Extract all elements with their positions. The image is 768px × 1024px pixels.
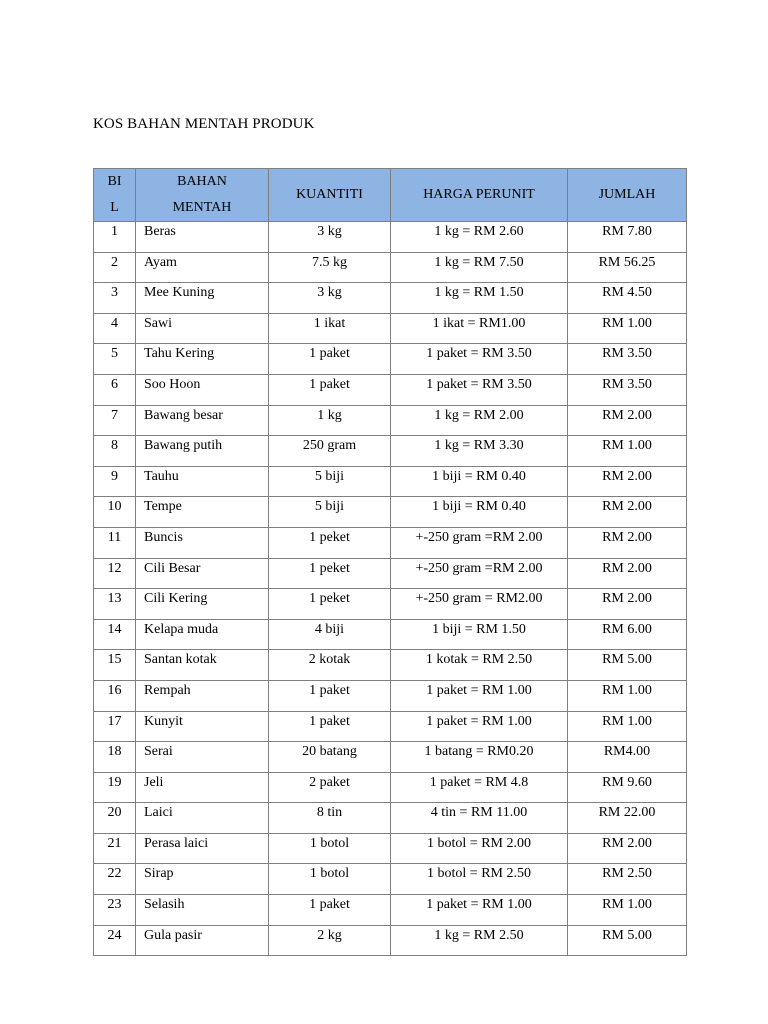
- cell-bahan-mentah: Jeli: [136, 772, 269, 803]
- cell-jumlah: RM 7.80: [568, 222, 687, 253]
- cell-kuantiti: 1 peket: [269, 558, 391, 589]
- cell-harga-perunit: 1 kg = RM 2.50: [391, 925, 568, 956]
- cell-harga-perunit: 1 paket = RM 3.50: [391, 344, 568, 375]
- header-harga-perunit: HARGA PERUNIT: [391, 169, 568, 222]
- table-row: [94, 833, 687, 864]
- cell-harga-perunit: +-250 gram =RM 2.00: [391, 527, 568, 558]
- table-row: [94, 405, 687, 436]
- cell-jumlah: RM 3.50: [568, 374, 687, 405]
- cell-kuantiti: 1 botol: [269, 864, 391, 895]
- cell-harga-perunit: 1 ikat = RM1.00: [391, 313, 568, 344]
- cell-jumlah: RM 2.00: [568, 466, 687, 497]
- header-bil-line2: L: [110, 200, 119, 215]
- table-row: [94, 742, 687, 773]
- cell-jumlah: RM 5.00: [568, 650, 687, 681]
- cell-bahan-mentah: Tempe: [136, 497, 269, 528]
- table-row: [94, 711, 687, 742]
- cell-bil: 22: [94, 864, 136, 895]
- cell-jumlah: RM 1.00: [568, 711, 687, 742]
- cell-harga-perunit: 1 biji = RM 1.50: [391, 619, 568, 650]
- cell-harga-perunit: 1 paket = RM 3.50: [391, 374, 568, 405]
- cell-harga-perunit: 1 kg = RM 3.30: [391, 436, 568, 467]
- cell-bil: 2: [94, 252, 136, 283]
- cell-bahan-mentah: Serai: [136, 742, 269, 773]
- cell-kuantiti: 4 biji: [269, 619, 391, 650]
- table-row: [94, 680, 687, 711]
- cell-bahan-mentah: Bawang putih: [136, 436, 269, 467]
- cell-bahan-mentah: Soo Hoon: [136, 374, 269, 405]
- cell-jumlah: RM 2.00: [568, 497, 687, 528]
- table-row: [94, 497, 687, 528]
- cell-bahan-mentah: Sirap: [136, 864, 269, 895]
- cell-jumlah: RM 1.00: [568, 680, 687, 711]
- table-row: [94, 222, 687, 253]
- table-row: [94, 436, 687, 467]
- cell-kuantiti: 2 kotak: [269, 650, 391, 681]
- cell-bil: 20: [94, 803, 136, 834]
- cell-bil: 24: [94, 925, 136, 956]
- cell-jumlah: RM 22.00: [568, 803, 687, 834]
- cell-kuantiti: 2 paket: [269, 772, 391, 803]
- cell-bahan-mentah: Beras: [136, 222, 269, 253]
- cell-jumlah: RM 4.50: [568, 283, 687, 314]
- cell-harga-perunit: 1 paket = RM 1.00: [391, 895, 568, 926]
- cell-kuantiti: 1 peket: [269, 589, 391, 620]
- cell-bil: 15: [94, 650, 136, 681]
- cell-bahan-mentah: Perasa laici: [136, 833, 269, 864]
- header-bil-line1: BI: [107, 174, 122, 189]
- cell-bahan-mentah: Ayam: [136, 252, 269, 283]
- cell-jumlah: RM 56.25: [568, 252, 687, 283]
- cell-bahan-mentah: Kunyit: [136, 711, 269, 742]
- cell-kuantiti: 8 tin: [269, 803, 391, 834]
- cell-bil: 17: [94, 711, 136, 742]
- cell-bil: 12: [94, 558, 136, 589]
- cell-bil: 7: [94, 405, 136, 436]
- cell-bahan-mentah: Tauhu: [136, 466, 269, 497]
- table-row: [94, 344, 687, 375]
- table-row: [94, 374, 687, 405]
- cell-jumlah: RM 2.50: [568, 864, 687, 895]
- cell-bil: 8: [94, 436, 136, 467]
- cell-kuantiti: 1 paket: [269, 711, 391, 742]
- cell-bil: 10: [94, 497, 136, 528]
- cell-bahan-mentah: Mee Kuning: [136, 283, 269, 314]
- cell-bil: 3: [94, 283, 136, 314]
- table-row: [94, 650, 687, 681]
- cell-kuantiti: 1 paket: [269, 895, 391, 926]
- cell-bil: 11: [94, 527, 136, 558]
- cell-harga-perunit: 1 paket = RM 1.00: [391, 680, 568, 711]
- cell-harga-perunit: 1 paket = RM 1.00: [391, 711, 568, 742]
- table-body: [94, 222, 687, 956]
- cell-harga-perunit: 1 kg = RM 2.60: [391, 222, 568, 253]
- cell-bahan-mentah: Laici: [136, 803, 269, 834]
- cell-harga-perunit: 4 tin = RM 11.00: [391, 803, 568, 834]
- table-row: [94, 252, 687, 283]
- cell-kuantiti: 1 ikat: [269, 313, 391, 344]
- cell-bahan-mentah: Gula pasir: [136, 925, 269, 956]
- cell-bahan-mentah: Rempah: [136, 680, 269, 711]
- cell-kuantiti: 2 kg: [269, 925, 391, 956]
- table-row: [94, 558, 687, 589]
- cell-bahan-mentah: Tahu Kering: [136, 344, 269, 375]
- cell-harga-perunit: 1 biji = RM 0.40: [391, 466, 568, 497]
- cell-bil: 1: [94, 222, 136, 253]
- table-row: [94, 589, 687, 620]
- cell-kuantiti: 5 biji: [269, 466, 391, 497]
- cell-bahan-mentah: Selasih: [136, 895, 269, 926]
- cell-jumlah: RM 1.00: [568, 313, 687, 344]
- cell-kuantiti: 250 gram: [269, 436, 391, 467]
- cell-kuantiti: 1 kg: [269, 405, 391, 436]
- cell-harga-perunit: 1 kotak = RM 2.50: [391, 650, 568, 681]
- table-row: [94, 864, 687, 895]
- cell-harga-perunit: 1 kg = RM 1.50: [391, 283, 568, 314]
- cell-jumlah: RM4.00: [568, 742, 687, 773]
- table-row: [94, 803, 687, 834]
- cell-kuantiti: 1 paket: [269, 374, 391, 405]
- cell-jumlah: RM 2.00: [568, 527, 687, 558]
- cell-harga-perunit: 1 kg = RM 2.00: [391, 405, 568, 436]
- cell-kuantiti: 3 kg: [269, 222, 391, 253]
- table-row: [94, 772, 687, 803]
- cell-kuantiti: 20 batang: [269, 742, 391, 773]
- cell-jumlah: RM 2.00: [568, 405, 687, 436]
- cell-kuantiti: 1 paket: [269, 680, 391, 711]
- cell-jumlah: RM 1.00: [568, 436, 687, 467]
- header-kuantiti: KUANTITI: [269, 169, 391, 222]
- cell-harga-perunit: +-250 gram =RM 2.00: [391, 558, 568, 589]
- cell-bahan-mentah: Cili Kering: [136, 589, 269, 620]
- cell-bil: 13: [94, 589, 136, 620]
- table-row: [94, 466, 687, 497]
- cell-harga-perunit: +-250 gram = RM2.00: [391, 589, 568, 620]
- cell-jumlah: RM 2.00: [568, 833, 687, 864]
- cell-bil: 16: [94, 680, 136, 711]
- cell-bil: 19: [94, 772, 136, 803]
- raw-material-cost-table: [93, 168, 687, 956]
- table-row: [94, 527, 687, 558]
- header-bil: [94, 169, 136, 222]
- cell-bahan-mentah: Sawi: [136, 313, 269, 344]
- cell-kuantiti: 7.5 kg: [269, 252, 391, 283]
- cell-jumlah: RM 2.00: [568, 558, 687, 589]
- cell-kuantiti: 1 botol: [269, 833, 391, 864]
- cell-harga-perunit: 1 biji = RM 0.40: [391, 497, 568, 528]
- cell-bahan-mentah: Buncis: [136, 527, 269, 558]
- header-jumlah: JUMLAH: [568, 169, 687, 222]
- cell-harga-perunit: 1 batang = RM0.20: [391, 742, 568, 773]
- cell-kuantiti: 1 paket: [269, 344, 391, 375]
- cell-jumlah: RM 3.50: [568, 344, 687, 375]
- cell-jumlah: RM 9.60: [568, 772, 687, 803]
- table-header: [94, 169, 687, 222]
- cell-bil: 4: [94, 313, 136, 344]
- cell-bil: 14: [94, 619, 136, 650]
- cell-jumlah: RM 5.00: [568, 925, 687, 956]
- header-bahan-line2: MENTAH: [172, 200, 232, 215]
- cell-bil: 23: [94, 895, 136, 926]
- table-row: [94, 313, 687, 344]
- cell-bil: 6: [94, 374, 136, 405]
- table-row: [94, 895, 687, 926]
- cell-harga-perunit: 1 botol = RM 2.00: [391, 833, 568, 864]
- table-row: [94, 283, 687, 314]
- cell-kuantiti: 1 peket: [269, 527, 391, 558]
- header-bahan-line1: BAHAN: [177, 174, 227, 189]
- cell-kuantiti: 3 kg: [269, 283, 391, 314]
- cell-kuantiti: 5 biji: [269, 497, 391, 528]
- cell-bil: 21: [94, 833, 136, 864]
- cell-harga-perunit: 1 botol = RM 2.50: [391, 864, 568, 895]
- cell-jumlah: RM 2.00: [568, 589, 687, 620]
- cell-harga-perunit: 1 paket = RM 4.8: [391, 772, 568, 803]
- header-bahan-mentah: [136, 169, 269, 222]
- cell-bahan-mentah: Bawang besar: [136, 405, 269, 436]
- cell-harga-perunit: 1 kg = RM 7.50: [391, 252, 568, 283]
- cell-jumlah: RM 1.00: [568, 895, 687, 926]
- cell-bahan-mentah: Kelapa muda: [136, 619, 269, 650]
- cell-jumlah: RM 6.00: [568, 619, 687, 650]
- header-row: [94, 169, 687, 222]
- cell-bahan-mentah: Cili Besar: [136, 558, 269, 589]
- cell-bil: 5: [94, 344, 136, 375]
- cell-bil: 9: [94, 466, 136, 497]
- document-title: KOS BAHAN MENTAH PRODUK: [93, 116, 315, 132]
- table-row: [94, 925, 687, 956]
- table-row: [94, 619, 687, 650]
- cell-bahan-mentah: Santan kotak: [136, 650, 269, 681]
- cell-bil: 18: [94, 742, 136, 773]
